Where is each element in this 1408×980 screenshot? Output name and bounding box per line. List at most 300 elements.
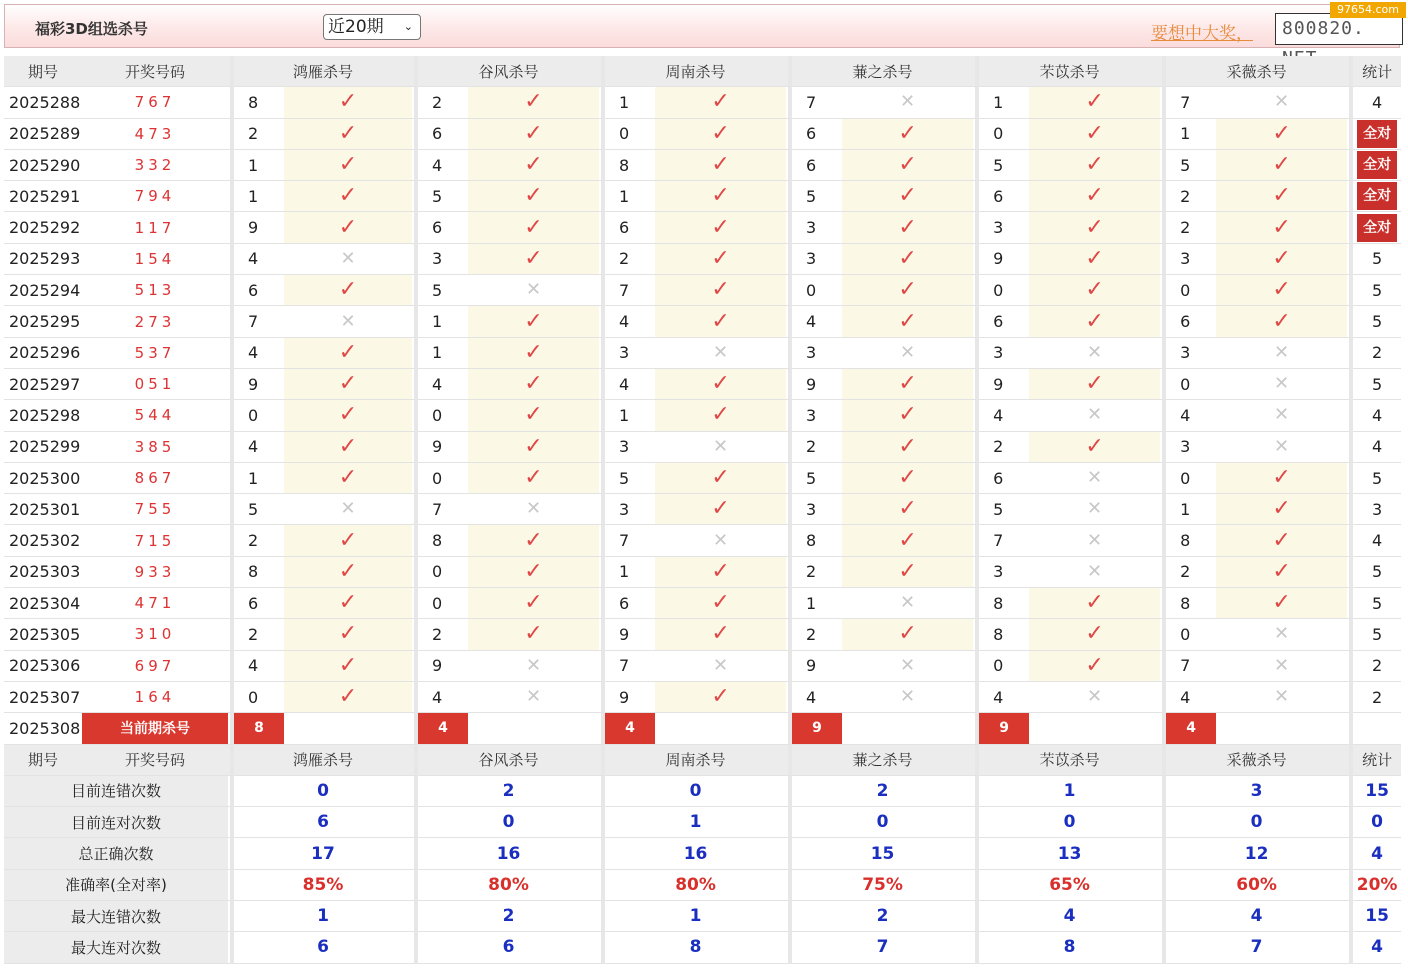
result-cell [842,588,973,619]
current-kill-digit: 9 [979,713,1029,744]
summary-value: 4 [1166,901,1347,932]
result-cell [1216,306,1347,337]
check-icon: ✓ [1272,183,1291,209]
check-icon: ✓ [524,402,543,428]
kill-digit: 4 [234,651,284,682]
result-cell [655,682,786,713]
header-killer: 周南杀号 [605,56,786,87]
stat-cell [1353,557,1401,588]
header-stat: 统计 [1353,56,1401,87]
kill-digit: 5 [979,150,1029,181]
result-cell [468,525,599,556]
check-icon: ✓ [1272,245,1291,271]
result-cell [1216,150,1347,181]
check-icon: ✓ [1272,120,1291,146]
result-cell [842,306,973,337]
kill-digit: 8 [1166,525,1216,556]
kill-digit: 5 [605,463,655,494]
header-killer: 采薇杀号 [1166,56,1347,87]
check-icon: ✓ [898,527,917,553]
table-row [4,275,1401,306]
kill-digit: 6 [418,212,468,243]
result-cell [284,494,412,525]
draw-number: 715 [82,525,228,556]
issue-number: 2025301 [4,494,82,525]
kill-digit: 4 [979,682,1029,713]
check-icon: ✓ [338,621,358,647]
result-cell [655,619,786,650]
kill-digit: 2 [1166,181,1216,212]
stat-cell [1353,494,1401,525]
issue-number: 2025291 [4,181,82,212]
kill-digit: 3 [605,494,655,525]
check-icon: ✓ [898,245,917,271]
draw-number: 867 [82,463,228,494]
kill-digit: 7 [1166,651,1216,682]
summary-value: 0 [792,807,973,838]
result-cell [1029,212,1160,243]
result-cell [842,244,973,275]
cross-icon: ✕ [1087,341,1103,363]
result-cell [468,212,599,243]
kill-digit: 1 [979,87,1029,118]
result-cell [1029,306,1160,337]
current-period-row [4,713,1401,744]
stat-cell [1353,588,1401,619]
check-icon: ✓ [524,465,543,490]
kill-digit: 1 [605,557,655,588]
check-icon: ✓ [1085,277,1104,303]
kill-digit: 6 [792,150,842,181]
table-header-row [4,56,1401,87]
result-cell [1029,619,1160,650]
issue-number: 2025293 [4,244,82,275]
empty-cell [468,713,599,744]
stat-count: 5 [1372,624,1383,644]
result-cell [1029,494,1160,525]
table-row [4,369,1401,400]
result-cell [842,150,973,181]
result-cell [1216,432,1347,463]
kill-digit: 2 [418,87,468,118]
current-kill-digit: 4 [1166,713,1216,744]
summary-value: 16 [418,838,599,869]
kill-digit: 9 [418,651,468,682]
result-cell [284,306,412,337]
check-icon: ✓ [711,245,730,271]
result-cell [1216,338,1347,369]
check-icon: ✓ [338,89,358,115]
stat-count: 2 [1372,656,1383,676]
stat-cell [1353,119,1401,150]
cross-icon: ✕ [525,686,542,708]
result-cell [284,244,412,275]
check-icon: ✓ [711,277,730,303]
result-cell [468,557,599,588]
all-right-badge: 全对 [1357,120,1397,148]
kill-digit: 2 [418,619,468,650]
result-cell [1216,87,1347,118]
result-cell [655,588,786,619]
check-icon: ✓ [338,527,358,553]
stat-cell [1353,306,1401,337]
summary-value: 6 [418,932,599,963]
ad-link[interactable]: 要想中大奖， [1151,24,1253,44]
result-cell [842,682,973,713]
result-cell [468,463,599,494]
cross-icon: ✕ [1274,686,1290,708]
kill-digit: 7 [605,651,655,682]
summary-value: 85% [234,870,412,901]
kill-digit: 7 [234,306,284,337]
check-icon: ✓ [898,558,917,584]
result-cell [1216,244,1347,275]
issue-number: 2025303 [4,557,82,588]
kill-digit: 0 [792,275,842,306]
kill-digit: 6 [605,588,655,619]
cross-icon: ✕ [900,592,916,614]
result-cell [842,400,973,431]
table-row [4,306,1401,337]
summary-row [4,901,1401,932]
stat-cell [1353,463,1401,494]
issue-number: 2025295 [4,306,82,337]
stat-cell [1353,244,1401,275]
kill-number-table [4,56,1401,964]
draw-number: 473 [82,119,228,150]
kill-digit: 0 [979,275,1029,306]
header-killer: 蒹之杀号 [792,745,973,776]
summary-value: 0 [605,776,786,807]
table-row [4,400,1401,431]
cross-icon: ✕ [1087,467,1103,488]
result-cell [655,525,786,556]
cross-icon: ✕ [1274,91,1290,113]
result-cell [284,463,412,494]
header-killer: 采薇杀号 [1166,745,1347,776]
draw-number: 544 [82,400,228,431]
stat-count: 2 [1372,687,1383,707]
result-cell [842,212,973,243]
all-right-badge: 全对 [1357,214,1397,242]
issue-number: 2025289 [4,119,82,150]
check-icon: ✓ [1272,308,1291,334]
kill-digit: 8 [792,525,842,556]
kill-digit: 1 [234,150,284,181]
stat-count: 5 [1372,562,1383,582]
result-cell [468,244,599,275]
cross-icon: ✕ [712,654,729,676]
check-icon: ✓ [1085,152,1104,178]
kill-digit: 6 [1166,306,1216,337]
check-icon: ✓ [898,214,917,240]
summary-value: 2 [792,901,973,932]
check-icon: ✓ [1085,183,1104,209]
check-icon: ✓ [1272,214,1291,240]
kill-digit: 7 [418,494,468,525]
current-kill-digit: 9 [792,713,842,744]
all-right-badge: 全对 [1357,182,1397,210]
result-cell [1029,275,1160,306]
top-bar [4,4,1400,48]
result-cell [1216,275,1347,306]
kill-digit: 4 [1166,682,1216,713]
result-cell [284,119,412,150]
result-cell [655,306,786,337]
kill-digit: 0 [605,119,655,150]
result-cell [284,682,412,713]
summary-row [4,870,1401,901]
check-icon: ✓ [1085,245,1104,271]
kill-digit: 6 [792,119,842,150]
check-icon: ✓ [524,152,543,178]
result-cell [842,119,973,150]
result-cell [284,338,412,369]
summary-value: 1 [605,901,786,932]
draw-number: 164 [82,682,228,713]
kill-digit: 1 [605,87,655,118]
kill-digit: 4 [418,150,468,181]
result-cell [655,87,786,118]
kill-digit: 3 [1166,432,1216,463]
cross-icon: ✕ [900,341,916,363]
result-cell [284,588,412,619]
result-cell [842,87,973,118]
kill-digit: 9 [418,432,468,463]
summary-label: 目前连对次数 [4,807,228,838]
table-row [4,525,1401,556]
result-cell [842,525,973,556]
summary-stat: 0 [1353,807,1401,838]
kill-digit: 3 [418,244,468,275]
kill-digit: 4 [792,306,842,337]
draw-number: 755 [82,494,228,525]
result-cell [1216,682,1347,713]
empty-cell [1029,713,1160,744]
result-cell [1029,119,1160,150]
summary-stat: 15 [1353,901,1401,932]
kill-digit: 6 [979,306,1029,337]
current-issue: 2025308 [4,713,82,744]
summary-value: 8 [979,932,1160,963]
summary-value: 6 [234,807,412,838]
stat-cell [1353,150,1401,181]
kill-digit: 8 [418,525,468,556]
issue-number: 2025296 [4,338,82,369]
period-select[interactable] [323,14,421,40]
stat-count: 5 [1372,249,1383,269]
header-killer: 谷风杀号 [418,745,599,776]
check-icon: ✓ [524,308,543,334]
check-icon: ✓ [898,465,917,490]
issue-number: 2025288 [4,87,82,118]
empty-cell [1353,713,1401,744]
result-cell [284,651,412,682]
check-icon: ✓ [898,183,917,209]
cross-icon: ✕ [1274,654,1290,676]
check-icon: ✓ [1272,590,1291,616]
kill-digit: 4 [979,400,1029,431]
result-cell [655,651,786,682]
cross-icon: ✕ [1274,341,1290,363]
result-cell [1216,369,1347,400]
draw-number: 471 [82,588,228,619]
stat-cell [1353,432,1401,463]
kill-digit: 6 [979,181,1029,212]
result-cell [655,338,786,369]
kill-digit: 7 [605,275,655,306]
check-icon: ✓ [711,590,730,616]
check-icon: ✓ [1085,433,1104,459]
kill-digit: 1 [792,588,842,619]
cross-icon: ✕ [712,529,729,551]
cross-icon: ✕ [525,498,542,520]
table-row [4,557,1401,588]
result-cell [655,119,786,150]
kill-digit: 6 [605,212,655,243]
stat-count: 2 [1372,343,1383,363]
check-icon: ✓ [898,152,917,178]
summary-value: 75% [792,870,973,901]
check-icon: ✓ [898,371,917,397]
check-icon: ✓ [338,652,358,678]
result-cell [1216,212,1347,243]
check-icon: ✓ [338,684,358,710]
check-icon: ✓ [1272,277,1291,303]
result-cell [842,619,973,650]
cross-icon: ✕ [340,247,356,269]
kill-digit: 0 [1166,369,1216,400]
kill-digit: 0 [418,588,468,619]
stat-count: 4 [1372,531,1383,551]
kill-digit: 4 [418,682,468,713]
kill-digit: 2 [979,432,1029,463]
stat-cell [1353,619,1401,650]
kill-digit: 2 [1166,212,1216,243]
result-cell [284,400,412,431]
table-row [4,181,1401,212]
result-cell [468,181,599,212]
check-icon: ✓ [898,621,917,647]
kill-digit: 3 [792,338,842,369]
result-cell [468,588,599,619]
check-icon: ✓ [524,89,543,115]
table-row [4,338,1401,369]
check-icon: ✓ [338,277,358,303]
check-icon: ✓ [524,183,543,209]
cross-icon: ✕ [340,310,356,332]
kill-digit: 4 [234,338,284,369]
watermark: 97654.com [1330,2,1406,18]
result-cell [468,150,599,181]
stat-count: 5 [1372,468,1383,488]
table-row [4,651,1401,682]
kill-digit: 2 [234,119,284,150]
kill-digit: 4 [234,244,284,275]
check-icon: ✓ [524,245,543,271]
result-cell [1029,463,1160,494]
result-cell [1216,181,1347,212]
result-cell [1216,119,1347,150]
kill-digit: 4 [1166,400,1216,431]
summary-stat: 20% [1353,870,1401,901]
stat-cell [1353,651,1401,682]
summary-value: 13 [979,838,1160,869]
result-cell [468,494,599,525]
check-icon: ✓ [338,339,358,365]
kill-digit: 8 [605,150,655,181]
issue-number: 2025298 [4,400,82,431]
result-cell [655,463,786,494]
result-cell [284,557,412,588]
check-icon: ✓ [711,371,730,397]
check-icon: ✓ [711,558,730,584]
kill-digit: 3 [605,432,655,463]
check-icon: ✓ [898,120,917,146]
result-cell [842,463,973,494]
all-right-badge: 全对 [1357,151,1397,179]
result-cell [655,557,786,588]
check-icon: ✓ [524,371,543,397]
table-row [4,619,1401,650]
cross-icon: ✕ [900,91,916,113]
result-cell [1029,181,1160,212]
check-icon: ✓ [524,527,543,553]
kill-digit: 7 [792,87,842,118]
check-icon: ✓ [338,120,358,146]
empty-cell [284,713,412,744]
summary-value: 1 [234,901,412,932]
draw-number: 332 [82,150,228,181]
page-title: 福彩3D组选杀号 [35,20,148,38]
summary-value: 12 [1166,838,1347,869]
result-cell [655,494,786,525]
current-kill-digit: 8 [234,713,284,744]
result-cell [842,432,973,463]
result-cell [655,150,786,181]
summary-value: 8 [605,932,786,963]
check-icon: ✓ [338,371,358,397]
kill-digit: 3 [792,244,842,275]
table-row [4,432,1401,463]
check-icon: ✓ [524,590,543,616]
kill-digit: 3 [1166,338,1216,369]
draw-number: 310 [82,619,228,650]
check-icon: ✓ [898,433,917,459]
summary-value: 80% [418,870,599,901]
result-cell [655,212,786,243]
cross-icon: ✕ [525,279,542,301]
header-draw: 开奖号码 [82,745,228,776]
summary-value: 0 [418,807,599,838]
check-icon: ✓ [898,308,917,334]
kill-digit: 2 [234,525,284,556]
result-cell [468,432,599,463]
cross-icon: ✕ [1274,404,1290,426]
check-icon: ✓ [338,183,358,209]
check-icon: ✓ [1272,152,1291,178]
result-cell [468,306,599,337]
kill-digit: 5 [418,181,468,212]
cross-icon: ✕ [1087,686,1103,708]
summary-label: 总正确次数 [4,838,228,869]
site-banner[interactable]: 800820. [1275,13,1403,45]
result-cell [468,119,599,150]
period-select-value: 近20期 [328,17,384,37]
header-killer: 芣苡杀号 [979,745,1160,776]
result-cell [284,87,412,118]
kill-digit: 1 [234,181,284,212]
